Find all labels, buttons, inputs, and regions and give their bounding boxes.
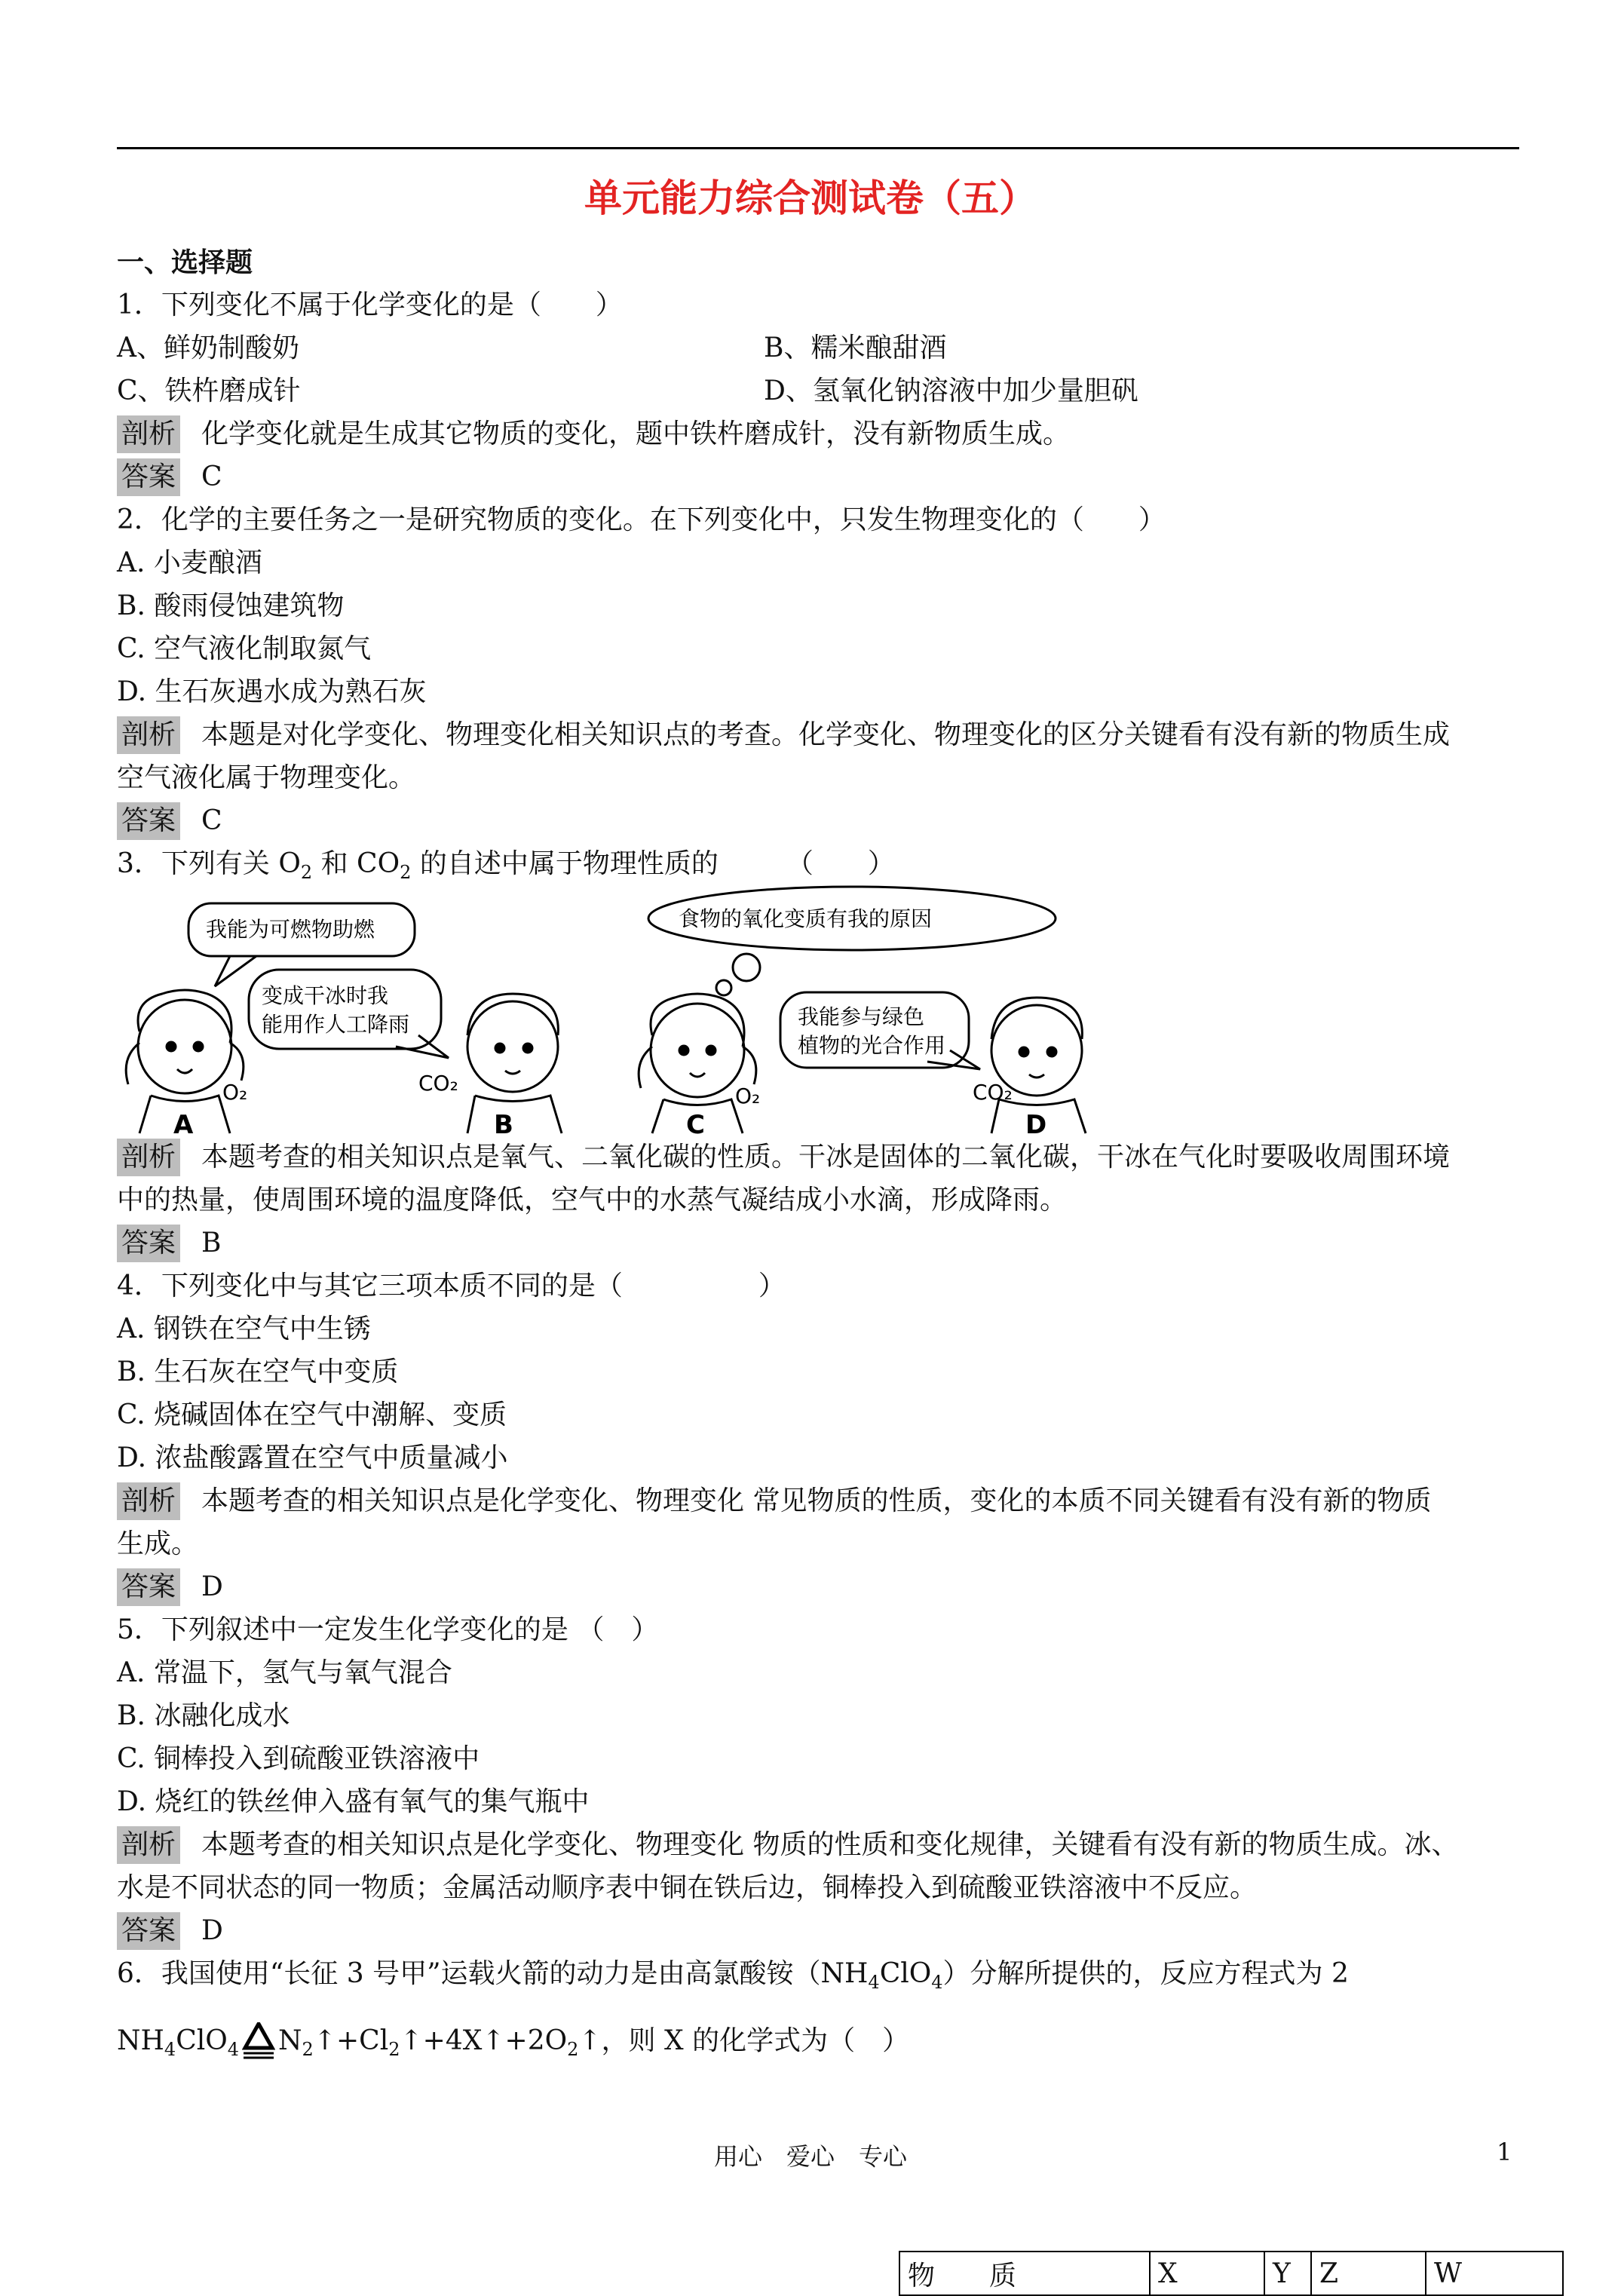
option-a-label: A (173, 1110, 194, 1137)
analysis-tag: 剖析 (117, 716, 180, 754)
page-footer: 用心 爱心 专心 (713, 2142, 907, 2171)
answer-tag: 答案 (117, 1568, 180, 1606)
substance-table (899, 2251, 1564, 2296)
option-c: C. 烧碱固体在空气中潮解、变质 (117, 1399, 507, 1430)
question-4-analysis (117, 1482, 1431, 1520)
equation-part: NH (117, 2025, 164, 2056)
gas-label-o2: O₂ (222, 1080, 248, 1105)
bubble-d-text-2: 植物的光合作用 (798, 1033, 946, 1058)
bubble-a-text: 我能为可燃物助燃 (206, 917, 375, 942)
option-a: A. 常温下，氢气与氧气混合 (117, 1657, 452, 1688)
table-cell: Y (1264, 2252, 1311, 2295)
question-4-answer (117, 1568, 223, 1606)
equation-part: ↑+Cl (313, 2025, 389, 2056)
option-a: A. 小麦酿酒 (117, 547, 262, 578)
stem-part: ）分解所提供的，反应方程式为 2 (942, 1958, 1349, 1989)
question-3-answer (117, 1225, 221, 1262)
question-1-answer (117, 458, 222, 496)
answer-value: C (201, 805, 222, 836)
bubble-c-text: 食物的氧化变质有我的原因 (679, 906, 933, 931)
analysis-tag: 剖析 (117, 1139, 180, 1176)
question-1-analysis (117, 415, 1070, 453)
heat-triangle-icon (242, 2022, 275, 2060)
answer-value: D (201, 1571, 223, 1602)
option-c: C. 空气液化制取氮气 (117, 633, 372, 664)
gas-label-co2: CO₂ (418, 1071, 458, 1096)
question-5-stem: 5．下列叙述中一定发生化学变化的是 （ ） (117, 1614, 659, 1645)
subscript: 4 (164, 2039, 176, 2061)
gas-label-o2: O₂ (735, 1084, 761, 1108)
analysis-tag: 剖析 (117, 1482, 180, 1520)
stem-part: 6．我国使用“长征 3 号甲”运载火箭的动力是由高氯酸铵（NH (117, 1958, 869, 1989)
answer-tag: 答案 (117, 458, 180, 496)
option-a: A. 钢铁在空气中生锈 (117, 1314, 371, 1344)
table-cell: W (1426, 2252, 1563, 2295)
option-d: D. 烧红的铁丝伸入盛有氧气的集气瓶中 (117, 1786, 590, 1817)
analysis-continuation: 空气液化属于物理变化。 (117, 762, 416, 793)
illustration-cd (626, 881, 1108, 1137)
option-a: A、鲜奶制酸奶 (117, 333, 299, 363)
option-c: C. 铜棒投入到硫酸亚铁溶液中 (117, 1743, 480, 1774)
illustration-ab (117, 881, 645, 1137)
subscript: 2 (302, 2039, 314, 2061)
question-2-stem: 2．化学的主要任务之一是研究物质的变化。在下列变化中，只发生物理变化的（ ） (117, 504, 1166, 535)
analysis-tag: 剖析 (117, 415, 180, 453)
answer-value: B (201, 1228, 222, 1258)
option-b: B. 酸雨侵蚀建筑物 (117, 590, 345, 621)
page-title: 单元能力综合测试卷（五） (584, 176, 1037, 220)
table-cell: 物 质 (899, 2252, 1150, 2295)
analysis-text: 本题考查的相关知识点是氧气、二氧化碳的性质。干冰是固体的二氧化碳，干冰在气化时要吸收周围环境 (201, 1142, 1451, 1173)
question-3-analysis (117, 1139, 1450, 1176)
analysis-continuation: 中的热量，使周围环境的温度降低，空气中的水蒸气凝结成小水滴，形成降雨。 (117, 1185, 1068, 1215)
subscript: 4 (868, 1972, 880, 1994)
analysis-tag: 剖析 (117, 1826, 180, 1864)
subscript: 2 (567, 2039, 579, 2061)
equation-part: ↑+4X↑+2O (400, 2025, 568, 2056)
analysis-continuation: 水是不同状态的同一物质；金属活动顺序表中铜在铁后边，铜棒投入到硫酸亚铁溶液中不反应。 (117, 1872, 1258, 1903)
question-6-stem (117, 1955, 1349, 1993)
question-2-answer (117, 802, 222, 840)
analysis-text: 本题考查的相关知识点是化学变化、物理变化 常见物质的性质，变化的本质不同关键看有没有新的物质 (201, 1485, 1432, 1516)
answer-tag: 答案 (117, 802, 180, 840)
subscript: 4 (931, 1972, 943, 1994)
bubble-b-text-1: 变成干冰时我 (262, 983, 389, 1008)
option-b: B、糯米酿甜酒 (764, 333, 947, 363)
subscript: 2 (388, 2039, 400, 2061)
option-c: C、铁杵磨成针 (117, 376, 301, 406)
subscript: 2 (300, 862, 313, 884)
answer-tag: 答案 (117, 1912, 180, 1950)
gas-label-co2: CO₂ (973, 1080, 1013, 1105)
table-cell: Z (1311, 2252, 1426, 2295)
stem-part: ClO (879, 1958, 932, 1989)
question-4-stem: 4．下列变化中与其它三项本质不同的是（ ） (117, 1271, 786, 1301)
table-cell: X (1150, 2252, 1264, 2295)
question-6-equation (117, 2022, 909, 2060)
answer-value: C (201, 461, 222, 492)
equation-part: N (278, 2025, 302, 2056)
option-d: D、氢氧化钠溶液中加少量胆矾 (764, 376, 1138, 406)
analysis-continuation: 生成。 (117, 1528, 199, 1559)
equation-part: ↑，则 X 的化学式为（ ） (578, 2025, 910, 2056)
analysis-text: 化学变化就是生成其它物质的变化，题中铁杵磨成针，没有新物质生成。 (201, 418, 1071, 449)
option-d: D. 浓盐酸露置在空气中质量减小 (117, 1442, 508, 1473)
answer-value: D (201, 1915, 223, 1946)
header-rule (117, 147, 1519, 149)
bubble-b-text-2: 能用作人工降雨 (262, 1012, 410, 1037)
stem-part: 3．下列有关 O (117, 848, 301, 879)
option-d: D. 生石灰遇水成为熟石灰 (117, 676, 427, 707)
answer-tag: 答案 (117, 1225, 180, 1262)
equation-part: ClO (176, 2025, 228, 2056)
option-b: B. 冰融化成水 (117, 1700, 290, 1731)
table-row (899, 2252, 1563, 2295)
stem-part: 和 CO (312, 848, 400, 879)
option-b: B. 生石灰在空气中变质 (117, 1356, 399, 1387)
subscript: 2 (400, 862, 412, 884)
option-b-label: B (494, 1110, 513, 1137)
option-d-label: D (1025, 1110, 1047, 1137)
option-c-label: C (686, 1110, 705, 1137)
page-number: 1 (1497, 2138, 1512, 2166)
question-3-stem (117, 845, 895, 883)
analysis-text: 本题是对化学变化、物理变化相关知识点的考查。化学变化、物理变化的区分关键看有没有新的物质生成 (201, 719, 1451, 750)
bubble-d-text-1: 我能参与绿色 (798, 1004, 925, 1029)
question-1-options-row1 (117, 330, 1519, 367)
question-1-options-row2 (117, 372, 1519, 410)
section-heading: 一、选择题 (117, 247, 253, 278)
stem-part: 的自述中属于物理性质的 （ ） (411, 848, 895, 879)
question-5-analysis (117, 1826, 1458, 1864)
question-2-analysis (117, 716, 1450, 754)
analysis-text: 本题考查的相关知识点是化学变化、物理变化 物质的性质和变化规律，关键看有没有新的物质生成。冰、 (201, 1829, 1459, 1860)
question-5-answer (117, 1912, 223, 1950)
subscript: 4 (227, 2039, 240, 2061)
question-1-stem: 1．下列变化不属于化学变化的是（ ） (117, 290, 623, 320)
